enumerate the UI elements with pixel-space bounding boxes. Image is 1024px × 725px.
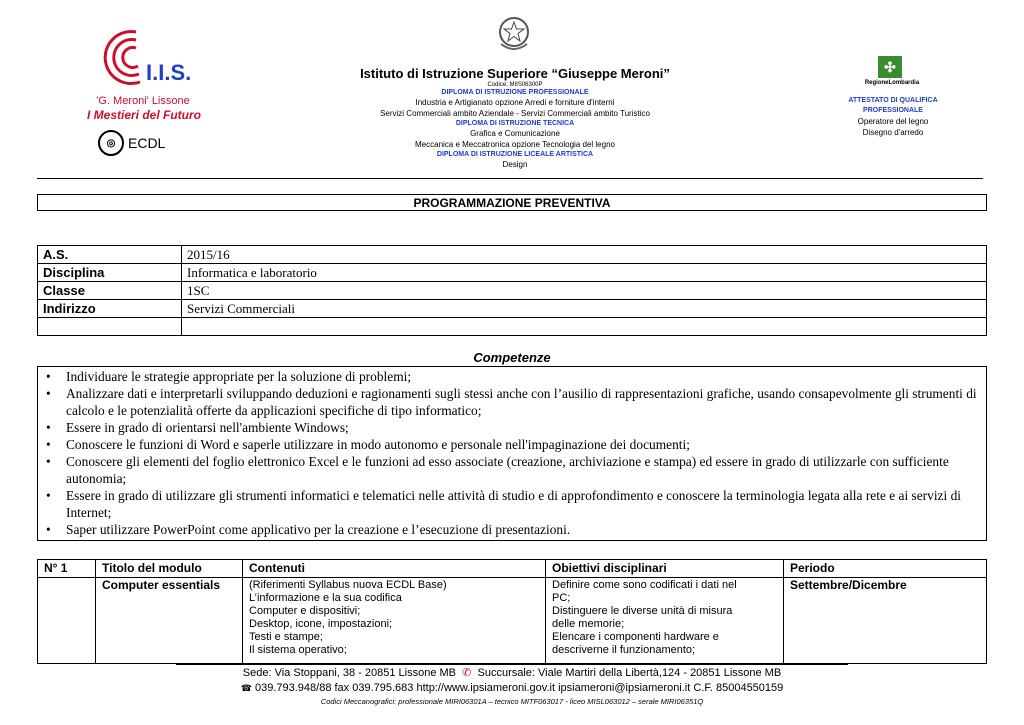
header-cell: N° 1 xyxy=(38,560,96,578)
objective-line: Definire come sono codificati i dati nel xyxy=(552,579,737,591)
objective-line: Elencare i componenti hardware e xyxy=(552,631,719,643)
diploma-line: Meccanica e Meccatronica opzione Tecnologia del legno xyxy=(415,140,615,149)
regione-lombardia-icon: ✣ xyxy=(878,56,902,78)
header-cell: Titolo del modulo xyxy=(96,560,243,578)
content-line: L’informazione e la sua codifica xyxy=(249,592,402,604)
competenza-item: • Analizzare dati e interpretarli sviluppando deduzioni e ragionamenti sugli stessi anche con l’ausilio di rappresentazioni grafiche, usando consapevolmente gli strumenti di calcolo e le potenzialità offerte da applicazioni specifiche di tipo informatico; xyxy=(66,385,980,419)
competenza-item: • Essere in grado di orientarsi nell'ambiente Windows; xyxy=(66,419,980,436)
diploma-line: Servizi Commerciali ambito Aziendale - Servizi Commerciali ambito Turistico xyxy=(380,109,650,118)
content-line: Computer e dispositivi; xyxy=(249,605,361,617)
objective-line: Distinguere le diverse unità di misura xyxy=(552,605,733,617)
republic-emblem-icon xyxy=(497,14,531,54)
table-header-row xyxy=(38,560,987,578)
phone-icon: ☎ xyxy=(240,683,252,693)
school-code: Codice: MIIS06300P xyxy=(487,82,543,88)
footer-divider xyxy=(176,664,848,665)
iis-name: I.I.S. xyxy=(146,60,192,85)
diploma-line: Design xyxy=(502,160,528,169)
content-line: Testi e stampe; xyxy=(249,631,323,643)
ecdl-text: ECDL xyxy=(128,135,166,151)
competenza-item: • Conoscere gli elementi del foglio elettronico Excel e le funzioni ad esso associate (creazione, archiviazione e stampa) ed essere in grado di utilizzarle con sufficiente autonomia; xyxy=(66,453,980,487)
content-line: (Riferimenti Syllabus nuova ECDL Base) xyxy=(249,579,447,591)
table-row xyxy=(38,300,987,318)
competenze-box xyxy=(37,366,987,541)
header-divider xyxy=(37,178,983,179)
iis-slogan: I Mestieri del Futuro xyxy=(86,108,201,122)
objective-line: descriverne il funzionamento; xyxy=(552,644,696,656)
info-key: Classe xyxy=(38,282,182,300)
competenza-item: • Conoscere le funzioni di Word e saperle utilizzare in modo autonomo e personale nell'impaginazione dei documenti; xyxy=(66,436,980,453)
content-line: Desktop, icone, impostazioni; xyxy=(249,618,393,630)
info-key: A.S. xyxy=(38,246,182,264)
phone-icon: ✆ xyxy=(462,667,472,679)
competenza-item: • Essere in grado di utilizzare gli strumenti informatici e telematici nelle attività di studio e di approfondimento e conoscere la terminologia legata alla rete e ai servizi di Internet; xyxy=(66,487,980,521)
school-header xyxy=(300,66,730,170)
table-row xyxy=(38,246,987,264)
module-objectives xyxy=(546,578,784,664)
module-period: Settembre/Dicembre xyxy=(784,578,987,664)
iis-subtitle: 'G. Meroni' Lissone xyxy=(96,95,190,107)
competenza-item: • Individuare le strategie appropriate per la soluzione di problemi; xyxy=(66,368,980,385)
school-title: Istituto di Istruzione Superiore “Giuseppe Meroni” xyxy=(360,66,670,81)
footer-codes: Codici Meccanografici: professionale MIRI06301A – tecnico MITF063017 - liceo MISL063012 – serale MIRI06351Q xyxy=(320,697,704,706)
attestato-line: Disegno d'arredo xyxy=(862,128,924,137)
header-cell: Periodo xyxy=(784,560,987,578)
table-row xyxy=(38,264,987,282)
diploma-line: Grafica e Comunicazione xyxy=(470,129,560,138)
info-table xyxy=(37,245,987,336)
footer-address xyxy=(176,666,848,679)
attestato-title: ATTESTATO DI QUALIFICA xyxy=(848,97,938,104)
info-value: Informatica e laboratorio xyxy=(182,264,987,282)
ecdl-globe-icon: ◎ xyxy=(98,130,124,156)
attestato-block xyxy=(838,96,948,138)
attestato-line: Operatore del legno xyxy=(857,117,929,126)
info-value: 2015/16 xyxy=(182,246,987,264)
footer-contact-text: 039.793.948/88 fax 039.795.683 http://www.ipsiameroni.gov.it ipsiameroni@ipsiameroni.it C.F. 85004550159 xyxy=(254,682,784,694)
info-value: 1SC xyxy=(182,282,987,300)
header-cell: Obiettivi disciplinari xyxy=(546,560,784,578)
info-value xyxy=(182,318,987,336)
info-key: Indirizzo xyxy=(38,300,182,318)
regione-lombardia-label: RegioneLombardia xyxy=(864,80,920,86)
diploma-heading: DIPLOMA DI ISTRUZIONE LICEALE ARTISTICA xyxy=(436,151,594,158)
footer-succursale: Succursale: Viale Martiri della Libertà,124 - 20851 Lissone MB xyxy=(477,667,782,679)
footer-sede: Sede: Via Stoppani, 38 - 20851 Lissone MB xyxy=(242,667,457,679)
competenza-item: • Saper utilizzare PowerPoint come applicativo per la creazione e l’esecuzione di presentazioni. xyxy=(66,521,980,538)
competenze-title: Competenze xyxy=(473,350,551,365)
table-row xyxy=(38,282,987,300)
module-number xyxy=(38,578,96,664)
module-title: Computer essentials xyxy=(96,578,243,664)
modulo-table xyxy=(37,559,987,664)
diploma-heading: DIPLOMA DI ISTRUZIONE PROFESSIONALE xyxy=(441,89,589,96)
iis-logo xyxy=(96,22,206,94)
diploma-line: Industria e Artigianato opzione Arredi e forniture d'interni xyxy=(415,98,615,107)
diploma-heading: DIPLOMA DI ISTRUZIONE TECNICA xyxy=(455,120,575,127)
table-row xyxy=(38,578,987,664)
attestato-subtitle: PROFESSIONALE xyxy=(863,107,923,114)
diploma-list xyxy=(300,88,730,170)
info-value: Servizi Commerciali xyxy=(182,300,987,318)
info-key: Disciplina xyxy=(38,264,182,282)
ecdl-logo xyxy=(98,130,165,156)
objective-line: delle memorie; xyxy=(552,618,625,630)
module-contents xyxy=(243,578,546,664)
content-line: Il sistema operativo; xyxy=(249,644,347,656)
objective-line: PC; xyxy=(552,592,571,604)
table-row xyxy=(38,318,987,336)
competenze-list xyxy=(66,368,980,538)
header-cell: Contenuti xyxy=(243,560,546,578)
footer-contacts xyxy=(176,682,848,694)
info-key xyxy=(38,318,182,336)
programmazione-title: PROGRAMMAZIONE PREVENTIVA xyxy=(37,194,987,211)
